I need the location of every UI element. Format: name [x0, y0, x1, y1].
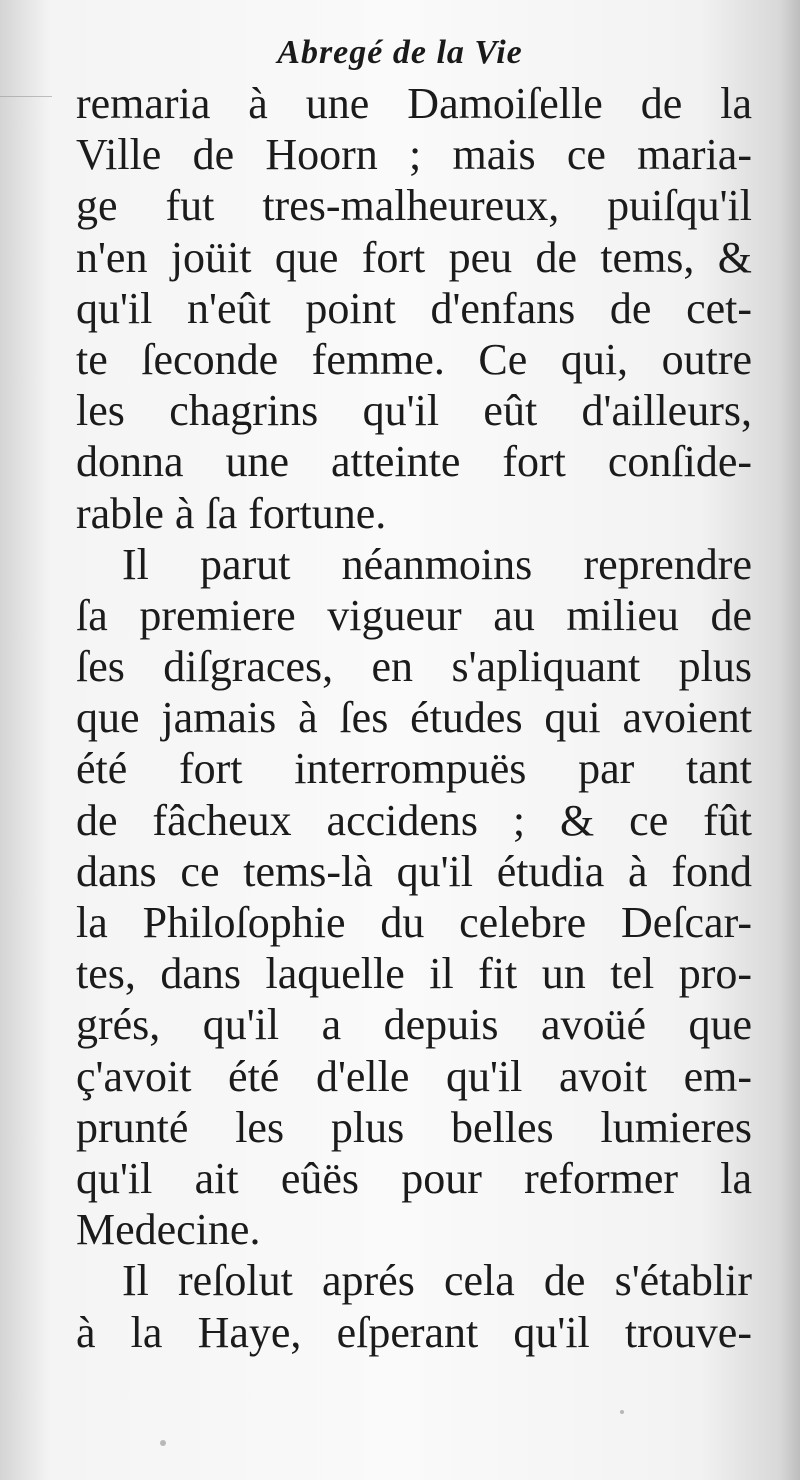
text-line: remaria à une Damoiſelle de la [76, 79, 752, 128]
text-line: qu'il n'eût point d'enfans de cet- [76, 283, 752, 333]
text-line: prunté les plus belles lumieres [76, 1102, 752, 1152]
margin-mark [0, 96, 52, 97]
paragraph-first-line: Il parut néanmoins reprendre [122, 539, 752, 589]
text-line: Ville de Hoorn ; mais ce maria- [76, 130, 752, 180]
paper-speck [620, 1410, 624, 1414]
paragraph-first-line: Il reſolut aprés cela de s'établir [122, 1256, 752, 1306]
running-head: Abregé de la Vie [277, 34, 523, 71]
text-line: dans ce tems-là qu'il étudia à fond [76, 846, 752, 896]
text-line: à la Haye, eſperant qu'il trouve- [76, 1307, 752, 1357]
text-line: qu'il ait eûës pour reformer la [76, 1153, 752, 1203]
text-line: ge fut tres-malheureux, puiſqu'il [76, 181, 752, 231]
text-line: rable à ſa fortune. [76, 488, 387, 538]
paper-speck [160, 1440, 166, 1446]
text-line: Medecine. [76, 1205, 261, 1255]
text-line: les chagrins qu'il eût d'ailleurs, [76, 386, 752, 436]
text-line: ſa premiere vigueur au milieu de [76, 590, 752, 640]
text-line: de fâcheux accidens ; & ce fût [76, 795, 752, 845]
text-line: tes, dans laquelle il fit un tel pro- [76, 949, 752, 999]
text-line: ç'avoit été d'elle qu'il avoit em- [76, 1051, 752, 1101]
body-text [76, 78, 752, 1358]
text-line: été fort interrompuës par tant [76, 744, 752, 794]
text-line: te ſeconde femme. Ce qui, outre [76, 334, 752, 384]
text-line: n'en joüit que fort peu de tems, & [76, 232, 752, 282]
text-line: grés, qu'il a depuis avoüé que [76, 1000, 752, 1050]
text-line: donna une atteinte fort conſide- [76, 437, 752, 487]
text-line: que jamais à ſes études qui avoient [76, 693, 752, 743]
text-line: ſes diſgraces, en s'apliquant plus [76, 642, 752, 692]
text-line: la Philoſophie du celebre Deſcar- [76, 898, 752, 947]
